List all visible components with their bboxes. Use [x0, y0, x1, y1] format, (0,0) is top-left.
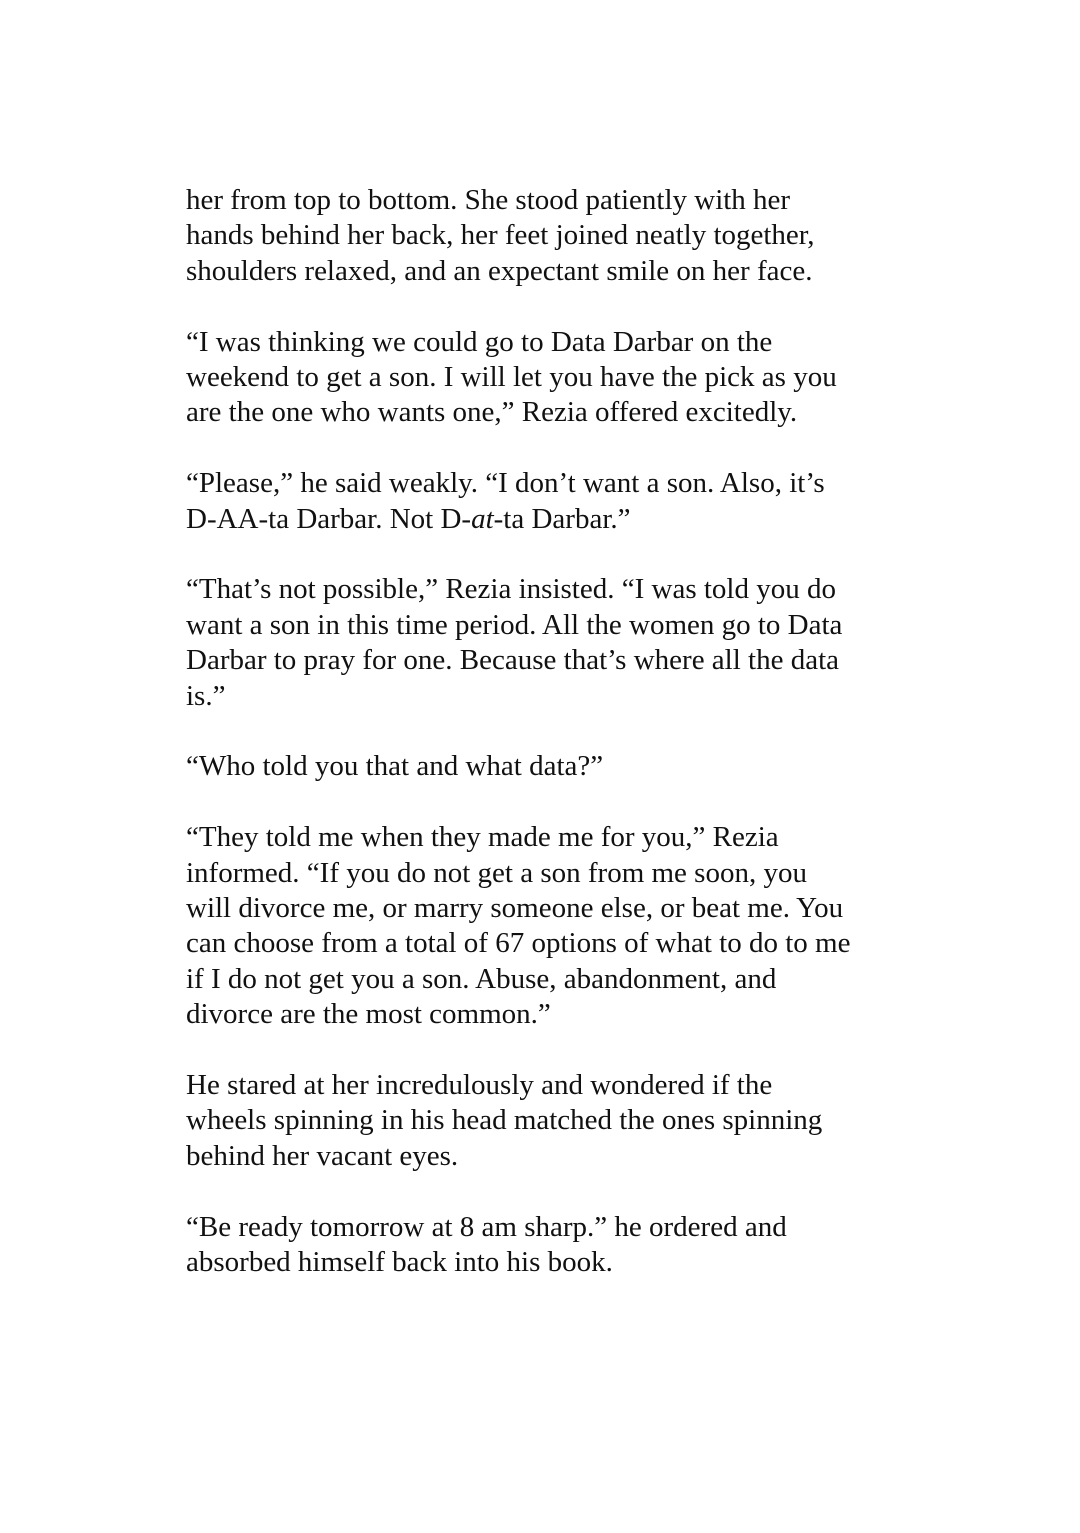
text-line: wheels spinning in his head matched the ones spinning — [186, 1104, 823, 1137]
text-segment: -ta Darbar.” — [493, 502, 631, 535]
text-line: are the one who wants one,” Rezia offered excitedly. — [186, 396, 798, 429]
text-line: “I was thinking we could go to Data Darbar on the — [186, 325, 773, 358]
text-line-with-italic — [186, 502, 906, 537]
text-line: “Be ready tomorrow at 8 am sharp.” he ordered and — [186, 1210, 787, 1243]
text-line: shoulders relaxed, and an expectant smile on her face. — [186, 254, 813, 287]
text-line: “That’s not possible,” Rezia insisted. “I was told you do — [186, 573, 836, 606]
paragraph-6 — [186, 820, 906, 1032]
text-line: absorbed himself back into his book. — [186, 1246, 613, 1279]
text-line: weekend to get a son. I will let you have the pick as you — [186, 361, 837, 394]
text-line: hands behind her back, her feet joined neatly together, — [186, 219, 815, 252]
text-line: divorce are the most common.” — [186, 998, 551, 1031]
italic-emphasis: at — [471, 502, 494, 535]
text-line: is.” — [186, 679, 226, 712]
text-line: “Please,” he said weakly. “I don’t want a son. Also, it’s — [186, 467, 825, 500]
paragraph-5 — [186, 749, 906, 784]
text-line: behind her vacant eyes. — [186, 1139, 459, 1172]
text-line: want a son in this time period. All the women go to Data — [186, 608, 843, 641]
story-text — [186, 183, 906, 1316]
paragraph-8 — [186, 1210, 906, 1281]
paragraph-1 — [186, 183, 906, 289]
paragraph-2 — [186, 325, 906, 431]
text-line: “They told me when they made me for you,” Rezia — [186, 821, 779, 854]
text-line: “Who told you that and what data?” — [186, 750, 604, 783]
text-line: Darbar to pray for one. Because that’s where all the data — [186, 644, 840, 677]
text-line: can choose from a total of 67 options of what to do to me — [186, 927, 851, 960]
text-line: will divorce me, or marry someone else, or beat me. You — [186, 892, 844, 925]
text-line: if I do not get you a son. Abuse, abandonment, and — [186, 962, 777, 995]
text-line: He stared at her incredulously and wondered if the — [186, 1069, 773, 1102]
text-segment: D-AA-ta Darbar. Not D- — [186, 502, 472, 535]
paragraph-4 — [186, 572, 906, 714]
text-line: her from top to bottom. She stood patiently with her — [186, 184, 791, 216]
text-line: informed. “If you do not get a son from me soon, you — [186, 856, 807, 889]
paragraph-7 — [186, 1068, 906, 1174]
paragraph-3 — [186, 466, 906, 537]
